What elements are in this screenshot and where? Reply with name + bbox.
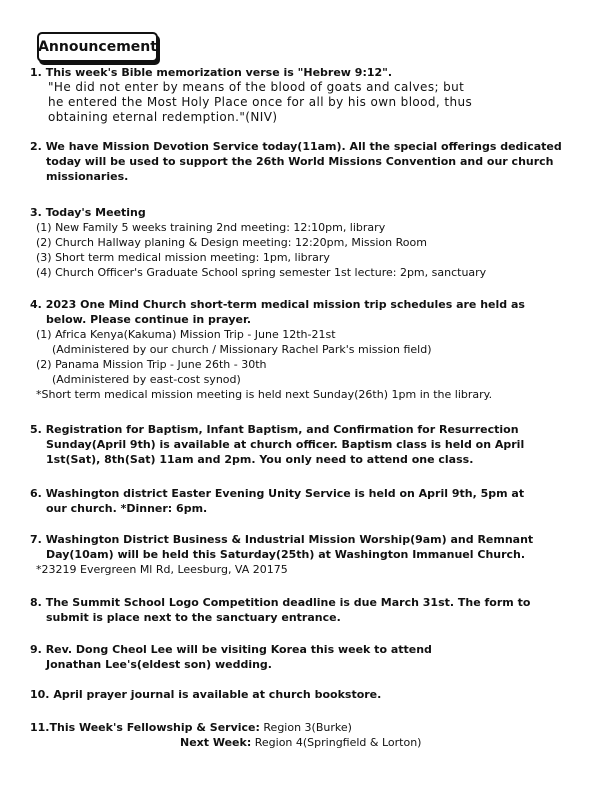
announcement-item-4 — [30, 297, 590, 402]
item-text: Rev. Dong Cheol Lee will be visiting Korea this week to attend — [45, 643, 432, 656]
item-number: 7. — [30, 533, 42, 546]
item-text: Registration for Baptism, Infant Baptism, and Confirmation for Resurrection — [45, 423, 519, 436]
announcement-item-7 — [30, 532, 590, 577]
item-number: 10. — [30, 688, 50, 701]
item-text: today will be used to support the 26th World Missions Convention and our church — [46, 155, 554, 168]
item-number: 8. — [30, 596, 42, 609]
item-text: 1st(Sat), 8th(Sat) 11am and 2pm. You only need to attend one class. — [46, 453, 474, 466]
fellowship-value: Region 3(Burke) — [263, 721, 352, 734]
meeting-line: (1) New Family 5 weeks training 2nd meeting: 12:10pm, library — [36, 221, 386, 234]
item-text: our church. *Dinner: 6pm. — [46, 502, 208, 515]
next-week-label: Next Week: — [180, 736, 252, 749]
announcement-item-5 — [30, 422, 590, 467]
item-text: Day(10am) will be held this Saturday(25th) at Washington Immanuel Church. — [46, 548, 526, 561]
verse-line: "He did not enter by means of the blood of goats and calves; but — [48, 80, 465, 94]
item-number: 6. — [30, 487, 42, 500]
trip-note: *Short term medical mission meeting is held next Sunday(26th) 1pm in the library. — [36, 388, 493, 401]
church-address: *23219 Evergreen Ml Rd, Leesburg, VA 20175 — [36, 563, 288, 576]
trip-line: (1) Africa Kenya(Kakuma) Mission Trip - June 12th-21st — [36, 328, 336, 341]
item-text: missionaries. — [46, 170, 129, 183]
verse-line: he entered the Most Holy Place once for all by his own blood, thus — [48, 95, 473, 109]
item-text: Washington district Easter Evening Unity Service is held on April 9th, 5pm at — [45, 487, 525, 500]
item-number: 3. — [30, 206, 42, 219]
next-week-value: Region 4(Springfield & Lorton) — [254, 736, 422, 749]
verse-line: obtaining eternal redemption."(NIV) — [48, 110, 278, 124]
item-number: 5. — [30, 423, 42, 436]
meeting-line: (3) Short term medical mission meeting: 1pm, library — [36, 251, 330, 264]
announcement-item-3 — [30, 205, 590, 280]
announcement-item-11 — [30, 720, 590, 750]
item-text: Sunday(April 9th) is available at church officer. Baptism class is held on April — [46, 438, 525, 451]
item-text: Washington District Business & Industrial Mission Worship(9am) and Remnant — [45, 533, 534, 546]
trip-line: (Administered by our church / Missionary Rachel Park's mission field) — [52, 343, 432, 356]
item-number: 4. — [30, 298, 42, 311]
item-number: 9. — [30, 643, 42, 656]
item-text: April prayer journal is available at church bookstore. — [53, 688, 382, 701]
announcement-item-6 — [30, 486, 590, 516]
item-number: 2. — [30, 140, 42, 153]
trip-line: (2) Panama Mission Trip - June 26th - 30th — [36, 358, 267, 371]
item-text: This week's Bible memorization verse is "Hebrew 9:12". — [45, 66, 393, 79]
meeting-line: (2) Church Hallway planing & Design meeting: 12:20pm, Mission Room — [36, 236, 427, 249]
announcement-item-2 — [30, 139, 590, 184]
item-number: 1. — [30, 66, 42, 79]
item-number: 11. — [30, 721, 50, 734]
item-text: 2023 One Mind Church short-term medical mission trip schedules are held as — [45, 298, 525, 311]
item-text: The Summit School Logo Competition deadline is due March 31st. The form to — [45, 596, 531, 609]
announcement-item-9 — [30, 642, 590, 672]
announcement-item-8 — [30, 595, 590, 625]
item-text: Today's Meeting — [45, 206, 146, 219]
item-text: We have Mission Devotion Service today(11am). All the special offerings dedicated — [45, 140, 562, 153]
item-text: below. Please continue in prayer. — [46, 313, 252, 326]
announcement-item-1 — [30, 65, 590, 125]
trip-line: (Administered by east-cost synod) — [52, 373, 241, 386]
announcement-item-10 — [30, 687, 590, 702]
fellowship-label: This Week's Fellowship & Service: — [49, 721, 260, 734]
item-text: submit is place next to the sanctuary entrance. — [46, 611, 341, 624]
item-text: Jonathan Lee's(eldest son) wedding. — [46, 658, 272, 671]
meeting-line: (4) Church Officer's Graduate School spring semester 1st lecture: 2pm, sanctuary — [36, 266, 487, 279]
announcement-title: Announcement — [37, 32, 158, 62]
